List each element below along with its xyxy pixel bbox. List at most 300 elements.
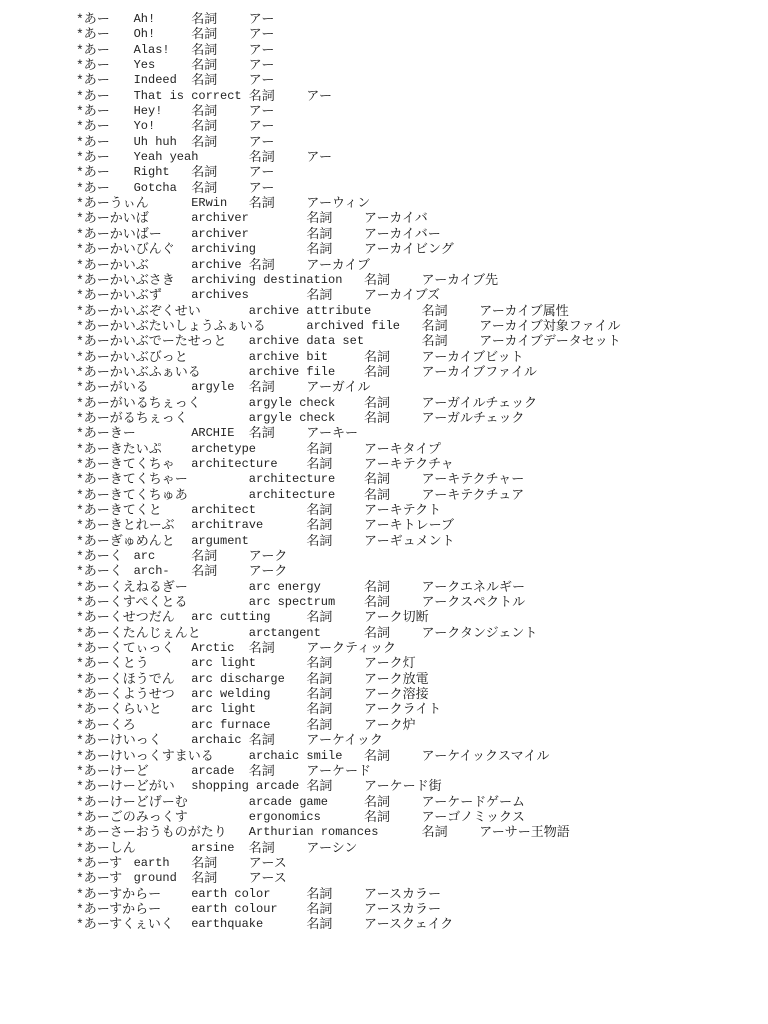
dictionary-entry	[76, 104, 756, 119]
entry-reading: *あーかいぶふぁいる	[76, 364, 201, 380]
entry-english: earth colour	[191, 901, 278, 916]
entry-reading: *あーかいば	[76, 211, 149, 227]
entry-reading: *あーく	[76, 564, 123, 580]
dictionary-entry	[76, 488, 756, 503]
entry-katakana: アー	[248, 134, 275, 150]
entry-english: archetype	[191, 441, 256, 456]
dictionary-entry	[76, 595, 756, 610]
entry-english: archive	[191, 257, 242, 272]
entry-english: archive file	[248, 364, 336, 379]
entry-reading: *あーきてくちゃ	[76, 456, 175, 472]
entry-english: arc cutting	[191, 610, 271, 625]
entry-reading: *あー	[76, 88, 110, 104]
entry-english: Arthurian romances	[248, 825, 379, 840]
entry-part-of-speech: 名詞	[191, 564, 218, 580]
entry-part-of-speech: 名詞	[364, 472, 391, 488]
dictionary-entry	[76, 12, 756, 27]
entry-english: Uh huh	[133, 134, 177, 149]
entry-katakana: アー	[306, 150, 333, 166]
entry-english: arcade	[191, 763, 235, 778]
entry-part-of-speech: 名詞	[191, 119, 218, 135]
dictionary-entry	[76, 580, 756, 595]
entry-katakana: アー	[248, 180, 275, 196]
dictionary-entry	[76, 43, 756, 58]
dictionary-entry	[76, 856, 756, 871]
entry-katakana: アーカイブビット	[421, 349, 524, 365]
dictionary-entry	[76, 227, 756, 242]
entry-part-of-speech: 名詞	[248, 763, 275, 779]
entry-part-of-speech: 名詞	[421, 303, 448, 319]
entry-english: argyle check	[248, 395, 336, 410]
dictionary-entry	[76, 334, 756, 349]
entry-part-of-speech: 名詞	[306, 441, 333, 457]
entry-part-of-speech: 名詞	[248, 641, 275, 657]
entry-english: architecture	[191, 456, 278, 471]
entry-reading: *あー	[76, 134, 110, 150]
entry-katakana: アーキー	[306, 426, 359, 442]
entry-english: Yes	[133, 58, 156, 73]
entry-english: archives	[191, 288, 249, 303]
dictionary-entry	[76, 304, 756, 319]
dictionary-entry	[76, 411, 756, 426]
entry-katakana: アーク放電	[364, 671, 429, 687]
entry-katakana: アー	[248, 58, 275, 74]
entry-english: Ah!	[133, 12, 156, 26]
entry-reading: *あーくようせつ	[76, 687, 175, 703]
entry-katakana: アー	[248, 12, 275, 27]
dictionary-entry	[76, 273, 756, 288]
entry-english: Yo!	[133, 119, 156, 134]
dictionary-entry	[76, 319, 756, 334]
dictionary-entry	[76, 181, 756, 196]
entry-english: arc welding	[191, 687, 271, 702]
entry-part-of-speech: 名詞	[191, 180, 218, 196]
entry-part-of-speech: 名詞	[306, 610, 333, 626]
entry-katakana: アーケード街	[364, 779, 442, 795]
entry-part-of-speech: 名詞	[364, 748, 391, 764]
dictionary-entry	[76, 27, 756, 42]
entry-part-of-speech: 名詞	[364, 364, 391, 380]
entry-katakana: アーカイブズ	[364, 288, 441, 304]
entry-part-of-speech: 名詞	[421, 318, 448, 334]
entry-english: Arctic	[191, 641, 235, 656]
entry-katakana: アー	[248, 42, 275, 58]
entry-part-of-speech: 名詞	[306, 717, 333, 733]
dictionary-entry	[76, 825, 756, 840]
entry-katakana: アーカイブデータセット	[479, 334, 621, 350]
entry-english: earthquake	[191, 917, 264, 932]
entry-katakana: アース	[248, 855, 287, 871]
entry-katakana: アーギュメント	[364, 533, 455, 549]
entry-katakana: アーク炉	[364, 717, 416, 733]
entry-part-of-speech: 名詞	[191, 165, 218, 181]
dictionary-entry	[76, 503, 756, 518]
dictionary-entry	[76, 472, 756, 487]
entry-english: Alas!	[133, 42, 170, 57]
entry-katakana: アースカラー	[364, 886, 441, 902]
entry-reading: *あー	[76, 150, 110, 166]
entry-part-of-speech: 名詞	[306, 226, 333, 242]
entry-reading: *あー	[76, 165, 110, 181]
dictionary-entry	[76, 672, 756, 687]
entry-part-of-speech: 名詞	[306, 533, 333, 549]
dictionary-entry	[76, 135, 756, 150]
entry-part-of-speech: 名詞	[306, 671, 333, 687]
entry-katakana: アー	[248, 119, 275, 135]
entry-reading: *あーくろ	[76, 717, 136, 733]
entry-english: architrave	[191, 518, 264, 533]
entry-katakana: アーカイブ先	[421, 272, 499, 288]
entry-reading: *あーきてくと	[76, 503, 162, 518]
entry-part-of-speech: 名詞	[248, 196, 275, 212]
entry-english: ground	[133, 871, 177, 886]
entry-katakana: アー	[248, 104, 275, 120]
entry-katakana: アーウィン	[306, 196, 371, 212]
entry-english: archive data set	[248, 334, 365, 349]
entry-english: arcade game	[248, 794, 329, 809]
entry-part-of-speech: 名詞	[306, 242, 333, 258]
dictionary-entry	[76, 764, 756, 779]
entry-reading: *あーきてくちゃー	[76, 472, 188, 488]
dictionary-entry	[76, 380, 756, 395]
entry-reading: *あー	[76, 104, 110, 120]
entry-katakana: アーク溶接	[364, 687, 429, 703]
entry-katakana: アーキトレーブ	[364, 518, 454, 534]
dictionary-entry	[76, 610, 756, 625]
entry-reading: *あーすくぇいく	[76, 917, 174, 933]
entry-reading: *あーかいぶ	[76, 257, 149, 273]
entry-english: arctangent	[248, 625, 321, 640]
entry-katakana: アークライト	[364, 702, 442, 718]
entry-english: architect	[191, 503, 256, 517]
entry-part-of-speech: 名詞	[191, 104, 218, 120]
entry-reading: *あーきとれーぶ	[76, 518, 175, 534]
entry-reading: *あーくてぃっく	[76, 641, 175, 657]
entry-english: arc discharge	[191, 671, 285, 686]
dictionary-entry	[76, 779, 756, 794]
dictionary-entry	[76, 518, 756, 533]
entry-part-of-speech: 名詞	[248, 380, 275, 396]
entry-reading: *あーくらいと	[76, 702, 162, 718]
entry-part-of-speech: 名詞	[191, 855, 218, 871]
entry-english: That is correct	[133, 88, 242, 103]
entry-reading: *あー	[76, 42, 110, 58]
entry-part-of-speech: 名詞	[364, 625, 391, 641]
entry-part-of-speech: 名詞	[191, 549, 218, 565]
entry-katakana: アースクェイク	[364, 917, 454, 933]
entry-katakana: アーク切断	[364, 610, 429, 626]
entry-reading: *あーかいぶず	[76, 288, 162, 304]
entry-katakana: アーガイル	[306, 380, 371, 396]
entry-part-of-speech: 名詞	[306, 687, 333, 703]
entry-reading: *あーきたいぷ	[76, 441, 162, 457]
entry-english: Oh!	[133, 27, 156, 42]
dictionary-entry	[76, 841, 756, 856]
entry-english: ERwin	[191, 196, 228, 211]
entry-katakana: アー	[248, 165, 275, 181]
entry-english: earth	[133, 855, 170, 870]
entry-reading: *あーけーどがい	[76, 779, 175, 795]
dictionary-entry	[76, 242, 756, 257]
entry-part-of-speech: 名詞	[306, 456, 333, 472]
entry-part-of-speech: 名詞	[306, 886, 333, 902]
entry-katakana: アークティック	[306, 641, 396, 657]
entry-part-of-speech: 名詞	[191, 42, 218, 58]
entry-reading: *あー	[76, 180, 110, 196]
entry-part-of-speech: 名詞	[248, 257, 275, 273]
dictionary-entry	[76, 687, 756, 702]
dictionary-entry	[76, 656, 756, 671]
entry-reading: *あーくたんじぇんと	[76, 625, 201, 641]
entry-katakana: アーガルチェック	[421, 410, 525, 426]
entry-katakana: アース	[248, 871, 287, 887]
entry-katakana: アーク	[248, 564, 288, 580]
entry-english: archiving	[191, 242, 256, 257]
entry-part-of-speech: 名詞	[364, 794, 391, 810]
entry-reading: *あーすからー	[76, 901, 162, 917]
entry-katakana: アーケードゲーム	[421, 794, 525, 810]
dictionary-entry	[76, 350, 756, 365]
entry-katakana: アー	[306, 88, 333, 104]
entry-english: arsine	[191, 840, 235, 855]
entry-katakana: アーカイバ	[364, 211, 428, 227]
entry-part-of-speech: 名詞	[306, 779, 333, 795]
entry-part-of-speech: 名詞	[364, 595, 391, 611]
entry-katakana: アークスペクトル	[421, 595, 526, 611]
entry-reading: *あーくせつだん	[76, 610, 175, 626]
entry-english: archived file	[306, 318, 401, 333]
dictionary-entry	[76, 626, 756, 641]
dictionary-entry	[76, 795, 756, 810]
entry-part-of-speech: 名詞	[306, 702, 333, 718]
entry-part-of-speech: 名詞	[248, 88, 275, 104]
entry-reading: *あーきてくちゅあ	[76, 487, 188, 503]
entry-reading: *あー	[76, 58, 110, 74]
entry-katakana: アーケイック	[306, 733, 383, 749]
entry-part-of-speech: 名詞	[364, 410, 391, 426]
entry-reading: *あー	[76, 12, 110, 27]
entry-reading: *あーしん	[76, 840, 136, 856]
entry-part-of-speech: 名詞	[306, 288, 333, 304]
entry-part-of-speech: 名詞	[306, 656, 333, 672]
entry-reading: *あーくえねるぎー	[76, 579, 188, 595]
entry-reading: *あーくすぺくとる	[76, 595, 188, 611]
entry-katakana: アーカイブファイル	[421, 364, 537, 380]
dictionary-entry	[76, 871, 756, 886]
dictionary-entry	[76, 89, 756, 104]
entry-reading: *あー	[76, 73, 110, 89]
entry-katakana: アーシン	[306, 840, 358, 856]
dictionary-entry	[76, 396, 756, 411]
entry-katakana: アーカイバー	[364, 226, 441, 242]
dictionary-entry	[76, 702, 756, 717]
entry-english: arc light	[191, 702, 256, 717]
entry-reading: *あーごのみっくす	[76, 809, 188, 825]
entry-reading: *あーさーおうものがたり	[76, 825, 227, 841]
dictionary-entry	[76, 641, 756, 656]
dictionary-entry	[76, 288, 756, 303]
entry-katakana: アーキテクチャー	[421, 472, 525, 488]
entry-reading: *あーかいばー	[76, 226, 162, 242]
entry-reading: *あーがるちぇっく	[76, 410, 188, 426]
entry-katakana: アーカイブ対象ファイル	[479, 318, 621, 334]
entry-katakana: アーク灯	[364, 656, 416, 672]
entry-reading: *あーかいぶさき	[76, 272, 175, 288]
entry-part-of-speech: 名詞	[364, 579, 391, 595]
entry-english: shopping arcade	[191, 779, 300, 794]
entry-reading: *あーけいっく	[76, 733, 162, 749]
entry-english: Yeah yeah	[133, 150, 199, 165]
entry-english: archive bit	[248, 349, 329, 364]
entry-list	[76, 12, 756, 933]
entry-reading: *あーかいぶでーたせっと	[76, 334, 227, 350]
entry-katakana: アーキタイプ	[364, 441, 441, 457]
entry-english: ARCHIE	[191, 426, 235, 441]
entry-part-of-speech: 名詞	[364, 395, 391, 411]
entry-english: Indeed	[133, 73, 177, 88]
entry-english: Hey!	[133, 104, 163, 119]
dictionary-entry	[76, 810, 756, 825]
entry-part-of-speech: 名詞	[364, 272, 391, 288]
dictionary-entry	[76, 718, 756, 733]
dictionary-entry	[76, 165, 756, 180]
entry-english: arc light	[191, 656, 256, 671]
dictionary-entry	[76, 887, 756, 902]
entry-part-of-speech: 名詞	[248, 426, 275, 442]
entry-katakana: アースカラー	[364, 901, 441, 917]
entry-part-of-speech: 名詞	[191, 871, 218, 887]
entry-reading: *あー	[76, 27, 110, 43]
entry-english: Right	[133, 165, 170, 180]
entry-katakana: アーキテクチャ	[364, 456, 454, 472]
entry-english: argyle check	[248, 410, 336, 425]
entry-reading: *あーす	[76, 855, 123, 871]
dictionary-entry	[76, 733, 756, 748]
dictionary-entry	[76, 196, 756, 211]
entry-part-of-speech: 名詞	[191, 12, 218, 27]
entry-part-of-speech: 名詞	[191, 58, 218, 74]
dictionary-entry	[76, 917, 756, 932]
entry-english: arc energy	[248, 579, 321, 594]
dictionary-entry	[76, 442, 756, 457]
entry-katakana: アーキテクチュア	[421, 487, 525, 503]
entry-english: arc	[133, 549, 156, 564]
dictionary-entry	[76, 549, 756, 564]
entry-reading: *あーかいぶぞくせい	[76, 303, 201, 319]
entry-reading: *あーく	[76, 549, 123, 565]
entry-katakana: アーカイブ	[306, 257, 370, 273]
dictionary-entry	[76, 564, 756, 579]
entry-part-of-speech: 名詞	[248, 733, 275, 749]
entry-reading: *あーがいる	[76, 380, 149, 396]
entry-katakana: アーサー王物語	[479, 825, 570, 841]
entry-katakana: アーケード	[306, 763, 372, 779]
entry-reading: *あーけーど	[76, 763, 149, 779]
entry-part-of-speech: 名詞	[191, 134, 218, 150]
entry-english: archiving destination	[191, 272, 343, 287]
entry-part-of-speech: 名詞	[306, 917, 333, 933]
entry-part-of-speech: 名詞	[248, 150, 275, 166]
entry-katakana: アークエネルギー	[421, 579, 525, 595]
entry-katakana: アー	[248, 73, 275, 89]
entry-reading: *あーかいぶびっと	[76, 349, 188, 365]
entry-katakana: アーケイックスマイル	[421, 748, 550, 764]
dictionary-entry	[76, 58, 756, 73]
entry-part-of-speech: 名詞	[306, 503, 333, 518]
entry-reading: *あーくほうでん	[76, 671, 175, 687]
entry-part-of-speech: 名詞	[191, 27, 218, 43]
entry-reading: *あーぎゅめんと	[76, 533, 175, 549]
entry-part-of-speech: 名詞	[191, 73, 218, 89]
entry-katakana: アーク	[248, 549, 288, 565]
entry-part-of-speech: 名詞	[306, 901, 333, 917]
entry-english: argyle	[191, 380, 235, 395]
entry-reading: *あーがいるちぇっく	[76, 395, 201, 411]
dictionary-entry	[76, 457, 756, 472]
entry-english: earth color	[191, 886, 271, 901]
entry-english: architecture	[248, 487, 336, 502]
entry-english: archive attribute	[248, 303, 372, 318]
entry-part-of-speech: 名詞	[421, 334, 448, 350]
entry-part-of-speech: 名詞	[248, 840, 275, 856]
entry-part-of-speech: 名詞	[364, 487, 391, 503]
entry-english: archaic smile	[248, 748, 343, 763]
entry-english: archiver	[191, 211, 249, 226]
entry-reading: *あー	[76, 119, 110, 135]
dictionary-entry	[76, 258, 756, 273]
entry-katakana: アーガイルチェック	[421, 395, 538, 411]
entry-english: arc spectrum	[248, 595, 336, 610]
entry-reading: *あーくとう	[76, 656, 149, 672]
entry-reading: *あーけいっくすまいる	[76, 748, 214, 764]
entry-english: arch-	[133, 564, 170, 579]
entry-reading: *あーす	[76, 871, 123, 887]
entry-reading: *あーすからー	[76, 886, 162, 902]
entry-reading: *あーかいぶたいしょうふぁいる	[76, 318, 266, 334]
dictionary-entry	[76, 73, 756, 88]
entry-part-of-speech: 名詞	[421, 825, 448, 841]
entry-reading: *あーけーどげーむ	[76, 794, 188, 810]
entry-katakana: アーゴノミックス	[421, 809, 525, 825]
entry-reading: *あーかいびんぐ	[76, 242, 175, 258]
entry-katakana: アーキテクト	[364, 503, 442, 518]
entry-part-of-speech: 名詞	[364, 809, 391, 825]
entry-english: architecture	[248, 472, 336, 487]
entry-english: ergonomics	[248, 809, 321, 824]
entry-english: argument	[191, 533, 249, 548]
entry-reading: *あーうぃん	[76, 196, 149, 212]
entry-reading: *あーきー	[76, 426, 136, 442]
entry-katakana: アークタンジェント	[421, 625, 538, 641]
dictionary-entry	[76, 365, 756, 380]
dictionary-entry	[76, 749, 756, 764]
dictionary-entry	[76, 426, 756, 441]
entry-katakana: アーカイビング	[364, 242, 454, 258]
entry-katakana: アー	[248, 27, 275, 43]
dictionary-entry	[76, 150, 756, 165]
dictionary-entry	[76, 211, 756, 226]
entry-part-of-speech: 名詞	[306, 518, 333, 534]
entry-english: archiver	[191, 226, 249, 241]
entry-english: Gotcha	[133, 180, 177, 195]
entry-katakana: アーカイブ属性	[479, 303, 569, 319]
entry-english: archaic	[191, 733, 242, 748]
dictionary-entry	[76, 534, 756, 549]
entry-english: arc furnace	[191, 717, 271, 732]
entry-part-of-speech: 名詞	[306, 211, 333, 227]
dictionary-entry	[76, 119, 756, 134]
dictionary-entry	[76, 902, 756, 917]
